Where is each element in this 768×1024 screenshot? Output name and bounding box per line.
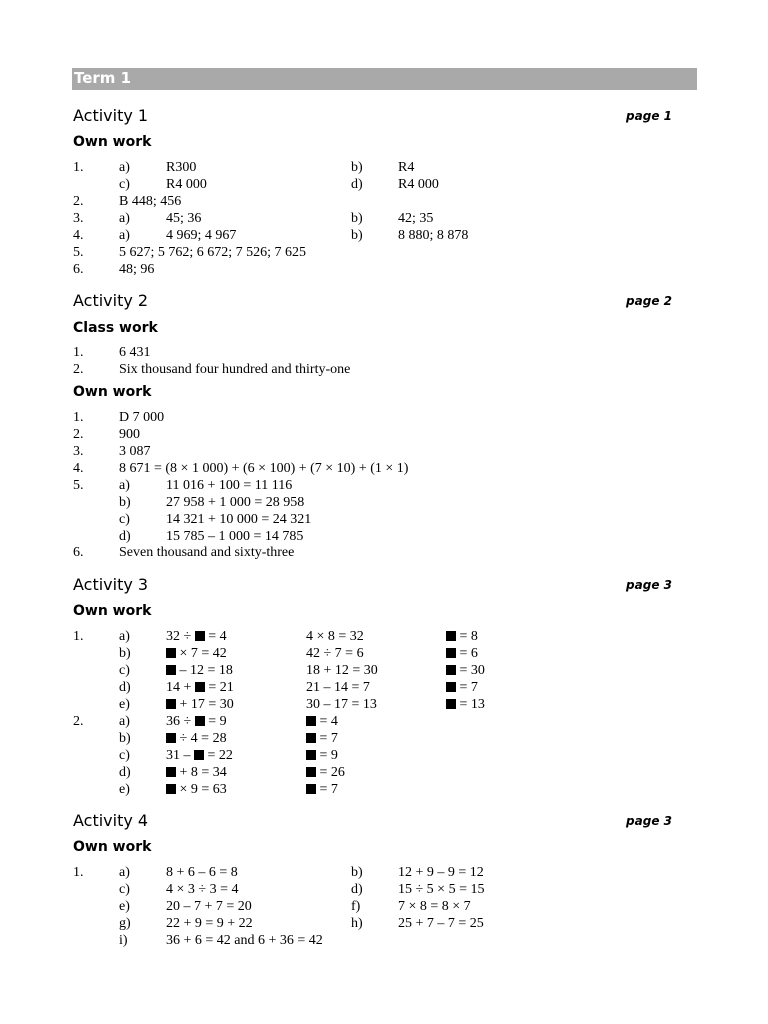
answer-text: Seven thousand and sixty-three [119,545,295,560]
item-label: a) [119,160,130,175]
item-number: 3. [73,444,84,459]
item-label: b) [351,865,363,880]
equation: 31 – = 22 [166,748,233,763]
equation: + 17 = 30 [166,696,234,713]
black-square-icon [446,682,456,692]
answer-text: B 448; 456 [119,194,182,209]
equation: 36 + 6 = 42 and 6 + 36 = 42 [166,933,323,948]
answer-text: Six thousand four hundred and thirty-one [119,362,351,377]
activity-2-title: Activity 2 [73,291,149,310]
equation: = 30 [446,662,485,679]
black-square-icon [446,665,456,675]
activity-1-title: Activity 1 [73,106,149,125]
item-label: e) [119,697,130,712]
black-square-icon [195,631,205,641]
equation: 18 + 12 = 30 [306,663,378,678]
black-square-icon [166,648,176,658]
item-label: c) [119,663,130,678]
equation: 42 ÷ 7 = 6 [306,646,364,661]
item-number: 6. [73,545,84,560]
answer-text: 42; 35 [398,211,434,226]
equation: 4 × 3 ÷ 3 = 4 [166,882,239,897]
term-header-bar [72,68,697,90]
activity-4-title: Activity 4 [73,811,149,830]
answer-text: 8 880; 8 878 [398,228,469,243]
item-number: 2. [73,427,84,442]
equation: = 13 [446,696,485,713]
item-number: 2. [73,362,84,377]
item-label: c) [119,512,130,527]
black-square-icon [306,784,316,794]
black-square-icon [166,665,176,675]
equation: 30 – 17 = 13 [306,697,377,712]
equation: = 7 [446,679,478,696]
black-square-icon [195,716,205,726]
equation: 21 – 14 = 7 [306,680,370,695]
item-label: c) [119,177,130,192]
equation: 36 ÷ = 9 [166,714,227,729]
item-label: d) [119,765,131,780]
answer-text: 4 969; 4 967 [166,228,237,243]
item-label: e) [119,782,130,797]
item-label: b) [351,211,363,226]
equation: 15 ÷ 5 × 5 = 15 [398,882,485,897]
black-square-icon [195,682,205,692]
item-label: b) [351,160,363,175]
item-label: a) [119,865,130,880]
activity-4-page-ref: page 3 [626,814,672,828]
activity-2-page-ref: page 2 [626,294,672,308]
item-number: 1. [73,865,84,880]
item-number: 1. [73,345,84,360]
equation: = 6 [446,645,478,662]
item-number: 2. [73,194,84,209]
item-label: d) [119,680,131,695]
answer-text: 15 785 – 1 000 = 14 785 [166,529,304,544]
item-label: a) [119,228,130,243]
activity-2-own-work-heading: Own work [73,384,152,400]
item-label: b) [119,646,131,661]
item-number: 1. [73,410,84,425]
equation: 4 × 8 = 32 [306,629,364,644]
equation: = 7 [306,781,338,798]
activity-4-own-work-heading: Own work [73,839,152,855]
item-label: a) [119,714,130,729]
answer-text: R300 [166,160,197,175]
answer-text: 27 958 + 1 000 = 28 958 [166,495,305,510]
equation: 32 ÷ = 4 [166,629,227,644]
answer-text: R4 000 [166,177,207,192]
item-label: b) [119,495,131,510]
equation: = 26 [306,764,345,781]
black-square-icon [306,767,316,777]
black-square-icon [446,631,456,641]
item-number: 4. [73,228,84,243]
equation: 8 + 6 – 6 = 8 [166,865,238,880]
equation: 14 + = 21 [166,680,234,695]
activity-3-page-ref: page 3 [626,578,672,592]
equation: = 4 [306,713,338,730]
black-square-icon [166,699,176,709]
answer-text: 14 321 + 10 000 = 24 321 [166,512,312,527]
black-square-icon [166,767,176,777]
item-label: c) [119,748,130,763]
black-square-icon [306,750,316,760]
equation: 25 + 7 – 7 = 25 [398,916,484,931]
equation: = 8 [446,628,478,645]
term-title: Term 1 [74,69,132,87]
equation: + 8 = 34 [166,764,227,781]
answer-text: 48; 96 [119,262,155,277]
black-square-icon [306,716,316,726]
answer-text: 6 431 [119,345,151,360]
black-square-icon [166,784,176,794]
activity-1-page-ref: page 1 [626,109,672,123]
equation: 7 × 8 = 8 × 7 [398,899,471,914]
item-label: h) [351,916,363,931]
answer-text: 8 671 = (8 × 1 000) + (6 × 100) + (7 × 10) + (1 × 1) [119,461,409,476]
black-square-icon [194,750,204,760]
answer-text: R4 [398,160,415,175]
item-number: 6. [73,262,84,277]
answer-text: D 7 000 [119,410,165,425]
answer-text: 3 087 [119,444,151,459]
black-square-icon [446,699,456,709]
item-label: d) [351,177,363,192]
item-label: i) [119,933,128,948]
equation: = 9 [306,747,338,764]
equation: 20 – 7 + 7 = 20 [166,899,252,914]
answer-text: 11 016 + 100 = 11 116 [166,478,293,493]
item-label: e) [119,899,130,914]
item-label: a) [119,629,130,644]
item-number: 5. [73,245,84,260]
item-number: 1. [73,629,84,644]
activity-3-own-work-heading: Own work [73,603,152,619]
black-square-icon [446,648,456,658]
item-label: g) [119,916,131,931]
activity-1-own-work-heading: Own work [73,134,152,150]
activity-3-title: Activity 3 [73,575,149,594]
equation: ÷ 4 = 28 [166,730,227,747]
equation: 22 + 9 = 9 + 22 [166,916,253,931]
item-label: a) [119,478,130,493]
item-label: f) [351,899,361,914]
item-number: 3. [73,211,84,226]
item-number: 1. [73,160,84,175]
black-square-icon [166,733,176,743]
item-number: 4. [73,461,84,476]
black-square-icon [306,733,316,743]
item-number: 5. [73,478,84,493]
equation: – 12 = 18 [166,662,233,679]
equation: 12 + 9 – 9 = 12 [398,865,484,880]
equation: × 9 = 63 [166,781,227,798]
equation: = 7 [306,730,338,747]
activity-2-class-work-heading: Class work [73,320,158,336]
item-label: d) [119,529,131,544]
item-label: b) [119,731,131,746]
answer-text: 5 627; 5 762; 6 672; 7 526; 7 625 [119,245,307,260]
item-label: b) [351,228,363,243]
item-number: 2. [73,714,84,729]
item-label: a) [119,211,130,226]
answer-text: 45; 36 [166,211,202,226]
item-label: c) [119,882,130,897]
answer-text: 900 [119,427,140,442]
equation: × 7 = 42 [166,645,227,662]
item-label: d) [351,882,363,897]
answer-text: R4 000 [398,177,439,192]
